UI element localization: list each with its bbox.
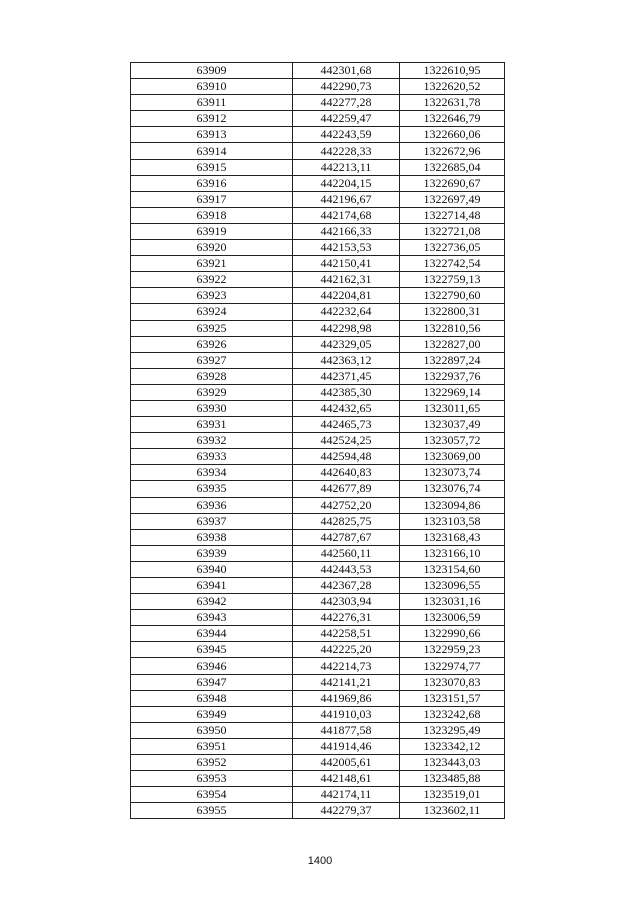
y-coordinate-cell: 1323519,01 <box>400 787 505 803</box>
table-row <box>131 127 505 143</box>
y-coordinate-cell: 1323073,74 <box>400 465 505 481</box>
point-number-cell: 63936 <box>131 497 293 513</box>
x-coordinate-cell: 442141,21 <box>293 674 400 690</box>
table-row <box>131 771 505 787</box>
point-number-cell: 63913 <box>131 127 293 143</box>
y-coordinate-cell: 1322974,77 <box>400 658 505 674</box>
x-coordinate-cell: 442443,53 <box>293 561 400 577</box>
table-row <box>131 384 505 400</box>
y-coordinate-cell: 1323006,59 <box>400 610 505 626</box>
point-number-cell: 63921 <box>131 256 293 272</box>
point-number-cell: 63918 <box>131 207 293 223</box>
point-number-cell: 63916 <box>131 175 293 191</box>
y-coordinate-cell: 1323094,86 <box>400 497 505 513</box>
x-coordinate-cell: 442166,33 <box>293 223 400 239</box>
y-coordinate-cell: 1322759,13 <box>400 272 505 288</box>
table-row <box>131 417 505 433</box>
table-row <box>131 738 505 754</box>
point-number-cell: 63951 <box>131 738 293 754</box>
point-number-cell: 63915 <box>131 159 293 175</box>
table-row <box>131 207 505 223</box>
table-row <box>131 626 505 642</box>
table-row <box>131 658 505 674</box>
x-coordinate-cell: 442594,48 <box>293 449 400 465</box>
table-row <box>131 79 505 95</box>
y-coordinate-cell: 1323602,11 <box>400 803 505 819</box>
table-row <box>131 256 505 272</box>
y-coordinate-cell: 1323485,88 <box>400 771 505 787</box>
y-coordinate-cell: 1322646,79 <box>400 111 505 127</box>
y-coordinate-cell: 1322672,96 <box>400 143 505 159</box>
x-coordinate-cell: 442290,73 <box>293 79 400 95</box>
y-coordinate-cell: 1323342,12 <box>400 738 505 754</box>
point-number-cell: 63923 <box>131 288 293 304</box>
table-row <box>131 578 505 594</box>
table-row <box>131 513 505 529</box>
y-coordinate-cell: 1322714,48 <box>400 207 505 223</box>
table-row <box>131 159 505 175</box>
y-coordinate-cell: 1322685,04 <box>400 159 505 175</box>
page-number: 1400 <box>307 855 333 867</box>
y-coordinate-cell: 1322697,49 <box>400 191 505 207</box>
table-row <box>131 191 505 207</box>
x-coordinate-cell: 442303,94 <box>293 594 400 610</box>
x-coordinate-cell: 442677,89 <box>293 481 400 497</box>
y-coordinate-cell: 1322959,23 <box>400 642 505 658</box>
x-coordinate-cell: 442174,68 <box>293 207 400 223</box>
table-row <box>131 272 505 288</box>
y-coordinate-cell: 1322790,60 <box>400 288 505 304</box>
table-row <box>131 433 505 449</box>
x-coordinate-cell: 442298,98 <box>293 320 400 336</box>
x-coordinate-cell: 442524,25 <box>293 433 400 449</box>
table-row <box>131 304 505 320</box>
x-coordinate-cell: 442005,61 <box>293 755 400 771</box>
x-coordinate-cell: 442174,11 <box>293 787 400 803</box>
point-number-cell: 63946 <box>131 658 293 674</box>
x-coordinate-cell: 442329,05 <box>293 336 400 352</box>
point-number-cell: 63945 <box>131 642 293 658</box>
y-coordinate-cell: 1322610,95 <box>400 63 505 79</box>
x-coordinate-cell: 442214,73 <box>293 658 400 674</box>
point-number-cell: 63929 <box>131 384 293 400</box>
point-number-cell: 63955 <box>131 803 293 819</box>
y-coordinate-cell: 1323057,72 <box>400 433 505 449</box>
y-coordinate-cell: 1323031,16 <box>400 594 505 610</box>
point-number-cell: 63950 <box>131 722 293 738</box>
table-row <box>131 368 505 384</box>
point-number-cell: 63947 <box>131 674 293 690</box>
x-coordinate-cell: 442232,64 <box>293 304 400 320</box>
y-coordinate-cell: 1323096,55 <box>400 578 505 594</box>
y-coordinate-cell: 1323151,57 <box>400 690 505 706</box>
point-number-cell: 63953 <box>131 771 293 787</box>
point-number-cell: 63941 <box>131 578 293 594</box>
x-coordinate-cell: 441877,58 <box>293 722 400 738</box>
x-coordinate-cell: 442162,31 <box>293 272 400 288</box>
table-row <box>131 561 505 577</box>
point-number-cell: 63922 <box>131 272 293 288</box>
table-row <box>131 497 505 513</box>
table-row <box>131 690 505 706</box>
point-number-cell: 63933 <box>131 449 293 465</box>
y-coordinate-cell: 1322897,24 <box>400 352 505 368</box>
point-number-cell: 63909 <box>131 63 293 79</box>
x-coordinate-cell: 442196,67 <box>293 191 400 207</box>
y-coordinate-cell: 1323443,03 <box>400 755 505 771</box>
y-coordinate-cell: 1323070,83 <box>400 674 505 690</box>
x-coordinate-cell: 442228,33 <box>293 143 400 159</box>
point-number-cell: 63911 <box>131 95 293 111</box>
point-number-cell: 63938 <box>131 529 293 545</box>
y-coordinate-cell: 1322660,06 <box>400 127 505 143</box>
x-coordinate-cell: 442153,53 <box>293 240 400 256</box>
y-coordinate-cell: 1322631,78 <box>400 95 505 111</box>
point-number-cell: 63943 <box>131 610 293 626</box>
y-coordinate-cell: 1322736,05 <box>400 240 505 256</box>
point-number-cell: 63924 <box>131 304 293 320</box>
x-coordinate-cell: 442148,61 <box>293 771 400 787</box>
coordinates-table-body <box>131 63 505 819</box>
point-number-cell: 63939 <box>131 545 293 561</box>
x-coordinate-cell: 441969,86 <box>293 690 400 706</box>
y-coordinate-cell: 1322827,00 <box>400 336 505 352</box>
x-coordinate-cell: 442465,73 <box>293 417 400 433</box>
x-coordinate-cell: 442301,68 <box>293 63 400 79</box>
table-row <box>131 175 505 191</box>
table-row <box>131 143 505 159</box>
point-number-cell: 63934 <box>131 465 293 481</box>
table-row <box>131 803 505 819</box>
x-coordinate-cell: 442276,31 <box>293 610 400 626</box>
x-coordinate-cell: 442258,51 <box>293 626 400 642</box>
y-coordinate-cell: 1322937,76 <box>400 368 505 384</box>
x-coordinate-cell: 442825,75 <box>293 513 400 529</box>
point-number-cell: 63917 <box>131 191 293 207</box>
table-row <box>131 594 505 610</box>
y-coordinate-cell: 1322742,54 <box>400 256 505 272</box>
y-coordinate-cell: 1323166,10 <box>400 545 505 561</box>
table-row <box>131 465 505 481</box>
x-coordinate-cell: 442279,37 <box>293 803 400 819</box>
y-coordinate-cell: 1322721,08 <box>400 223 505 239</box>
y-coordinate-cell: 1323076,74 <box>400 481 505 497</box>
table-row <box>131 722 505 738</box>
point-number-cell: 63948 <box>131 690 293 706</box>
y-coordinate-cell: 1323295,49 <box>400 722 505 738</box>
x-coordinate-cell: 442640,83 <box>293 465 400 481</box>
x-coordinate-cell: 442432,65 <box>293 400 400 416</box>
table-row <box>131 352 505 368</box>
point-number-cell: 63940 <box>131 561 293 577</box>
x-coordinate-cell: 442367,28 <box>293 578 400 594</box>
y-coordinate-cell: 1322800,31 <box>400 304 505 320</box>
table-row <box>131 63 505 79</box>
point-number-cell: 63919 <box>131 223 293 239</box>
table-row <box>131 545 505 561</box>
point-number-cell: 63912 <box>131 111 293 127</box>
point-number-cell: 63952 <box>131 755 293 771</box>
point-number-cell: 63914 <box>131 143 293 159</box>
y-coordinate-cell: 1323154,60 <box>400 561 505 577</box>
x-coordinate-cell: 442204,15 <box>293 175 400 191</box>
point-number-cell: 63910 <box>131 79 293 95</box>
point-number-cell: 63930 <box>131 400 293 416</box>
x-coordinate-cell: 442371,45 <box>293 368 400 384</box>
table-row <box>131 674 505 690</box>
x-coordinate-cell: 442225,20 <box>293 642 400 658</box>
point-number-cell: 63932 <box>131 433 293 449</box>
table-row <box>131 111 505 127</box>
x-coordinate-cell: 442752,20 <box>293 497 400 513</box>
table-row <box>131 610 505 626</box>
table-row <box>131 336 505 352</box>
x-coordinate-cell: 442204,81 <box>293 288 400 304</box>
table-row <box>131 642 505 658</box>
point-number-cell: 63942 <box>131 594 293 610</box>
point-number-cell: 63954 <box>131 787 293 803</box>
table-row <box>131 449 505 465</box>
x-coordinate-cell: 442150,41 <box>293 256 400 272</box>
table-row <box>131 223 505 239</box>
y-coordinate-cell: 1322990,66 <box>400 626 505 642</box>
point-number-cell: 63926 <box>131 336 293 352</box>
table-row <box>131 787 505 803</box>
x-coordinate-cell: 442213,11 <box>293 159 400 175</box>
point-number-cell: 63944 <box>131 626 293 642</box>
y-coordinate-cell: 1322620,52 <box>400 79 505 95</box>
y-coordinate-cell: 1323242,68 <box>400 706 505 722</box>
y-coordinate-cell: 1322810,56 <box>400 320 505 336</box>
point-number-cell: 63920 <box>131 240 293 256</box>
point-number-cell: 63927 <box>131 352 293 368</box>
point-number-cell: 63935 <box>131 481 293 497</box>
y-coordinate-cell: 1322969,14 <box>400 384 505 400</box>
x-coordinate-cell: 442363,12 <box>293 352 400 368</box>
x-coordinate-cell: 441910,03 <box>293 706 400 722</box>
table-row <box>131 240 505 256</box>
x-coordinate-cell: 442385,30 <box>293 384 400 400</box>
table-row <box>131 529 505 545</box>
point-number-cell: 63928 <box>131 368 293 384</box>
table-row <box>131 320 505 336</box>
y-coordinate-cell: 1323011,65 <box>400 400 505 416</box>
y-coordinate-cell: 1323103,58 <box>400 513 505 529</box>
x-coordinate-cell: 441914,46 <box>293 738 400 754</box>
coordinates-table <box>130 62 505 819</box>
x-coordinate-cell: 442787,67 <box>293 529 400 545</box>
table-row <box>131 288 505 304</box>
x-coordinate-cell: 442259,47 <box>293 111 400 127</box>
x-coordinate-cell: 442243,59 <box>293 127 400 143</box>
point-number-cell: 63937 <box>131 513 293 529</box>
x-coordinate-cell: 442277,28 <box>293 95 400 111</box>
point-number-cell: 63925 <box>131 320 293 336</box>
y-coordinate-cell: 1323168,43 <box>400 529 505 545</box>
table-row <box>131 706 505 722</box>
y-coordinate-cell: 1323069,00 <box>400 449 505 465</box>
point-number-cell: 63931 <box>131 417 293 433</box>
y-coordinate-cell: 1323037,49 <box>400 417 505 433</box>
y-coordinate-cell: 1322690,67 <box>400 175 505 191</box>
point-number-cell: 63949 <box>131 706 293 722</box>
table-row <box>131 481 505 497</box>
table-row <box>131 755 505 771</box>
table-row <box>131 95 505 111</box>
x-coordinate-cell: 442560,11 <box>293 545 400 561</box>
table-row <box>131 400 505 416</box>
